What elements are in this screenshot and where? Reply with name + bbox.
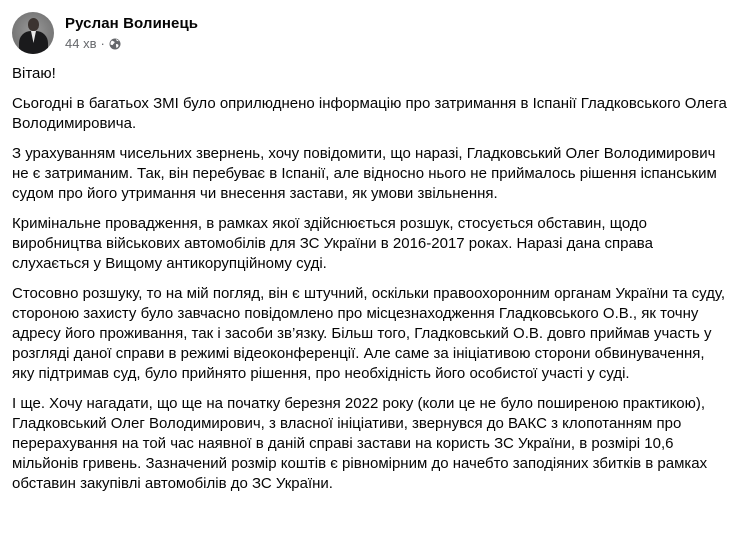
author-name[interactable]: Руслан Волинець [65,15,199,32]
post-meta [65,14,198,52]
separator-dot: · [100,36,105,51]
post-paragraph: Кримінальне провадження, в рамках якої здійснюється розшук, стосується обставин, щодо виробництва військових автомобілів для ЗС України в 2016-2017 роках. Наразі дана справа слухається у Вищому антикорупційному суді. [12,215,653,272]
post-timestamp[interactable]: 44 хв [65,36,97,51]
post-paragraph: Вітаю! [12,65,56,82]
avatar-head [28,18,39,31]
globe-icon[interactable] [109,38,121,50]
post-paragraph: Стосовно розшуку, то на мій погляд, він є штучний, оскільки правоохоронним органам України та суду, стороною захисту було завчасно повідомлено про місцезнаходження Гладковського О.В., як точну адресу його проживання, так і засоби зв’язку. Більш того, Гладковський О.В. довго приймав участь у розгляді даної справи в режимі відеоконференції. Але саме за ініціативою сторони обвинувачення, яку підтримав суд, було прийнято рішення, про необхідність його особистої участі у суді. [12,285,726,382]
post-paragraph: З урахуванням чисельних звернень, хочу повідомити, що наразі, Гладковський Олег Володимирович не є затриманим. Так, він перебуває в Іспанії, але відносно нього не приймалось рішення іспанським судом про його утримання чи внесення застави, як умови звільнення. [12,145,717,202]
post-header [12,12,198,54]
post-subline [65,36,198,52]
post-body [12,64,728,504]
post-paragraph: Сьогодні в багатьох ЗМІ було оприлюднено інформацію про затримання в Іспанії Гладковського Олега Володимировича. [12,95,727,132]
post-paragraph: І ще. Хочу нагадати, що ще на початку березня 2022 року (коли це не було поширеною практикою), Гладковський Олег Володимирович, з власної ініціативи, звернувся до ВАКС з клопотанням про перерахування на той час наявної в даній справі застави на користь ЗС України, в розмірі 10,6 мільйонів гривень. Зазначений розмір коштів є рівномірним до начебто заподіяних збитків в рамках обставин закупівлі автомобілів до ЗС України. [12,395,708,492]
avatar[interactable] [12,12,54,54]
